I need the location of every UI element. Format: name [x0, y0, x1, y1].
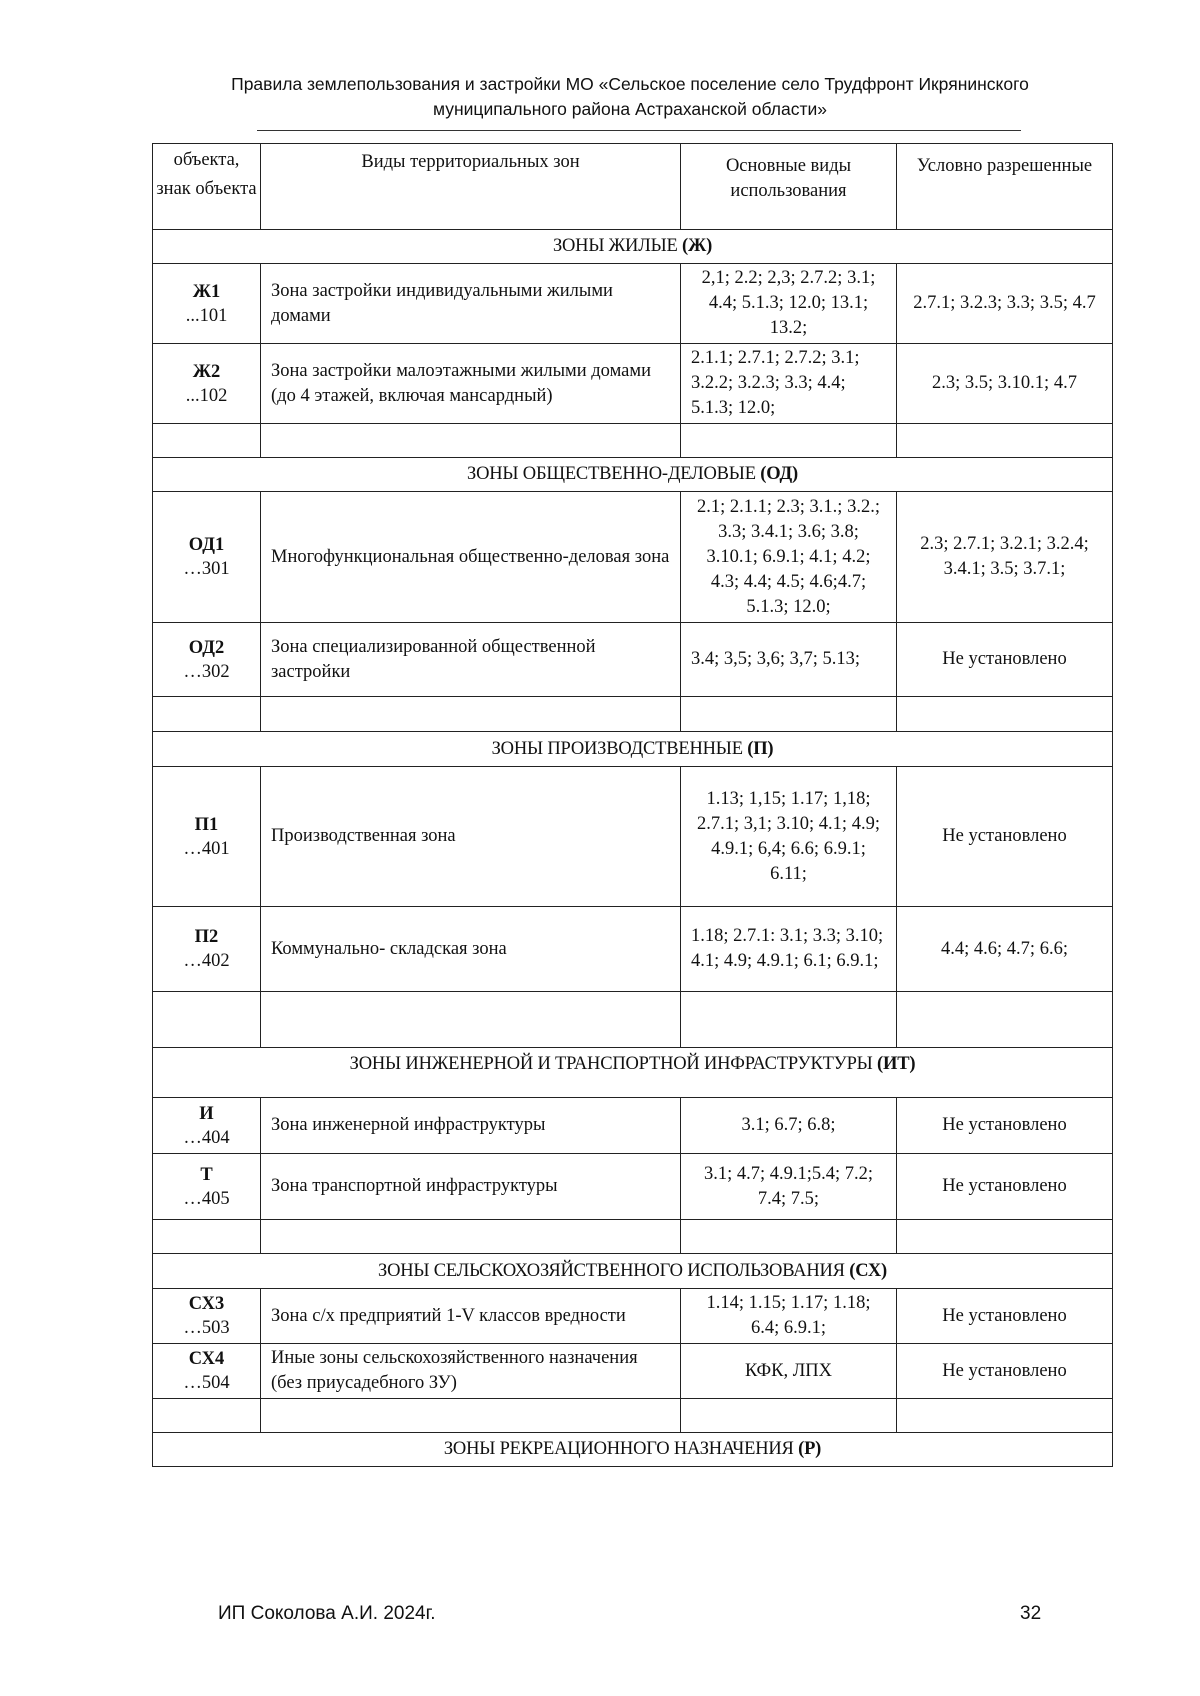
section-row-business	[153, 458, 1113, 492]
empty-row	[153, 697, 1113, 732]
header-divider	[257, 130, 1021, 131]
zone-name: Иные зоны сельскохозяйственного назначения (без приусадебного ЗУ)	[261, 1344, 681, 1399]
main-uses: 1.13; 1,15; 1.17; 1,18; 2.7.1; 3,1; 3.10; 4.1; 4.9; 4.9.1; 6,4; 6.6; 6.9.1; 6.11;	[681, 767, 897, 907]
section-heading	[153, 1254, 1113, 1289]
section-row-recreational	[153, 1433, 1113, 1467]
table-row	[153, 1344, 1113, 1399]
zone-code-cell	[153, 1154, 261, 1220]
table-row	[153, 1154, 1113, 1220]
zone-name: Производственная зона	[261, 767, 681, 907]
zone-code-cell	[153, 767, 261, 907]
conditional-uses: Не установлено	[897, 1289, 1113, 1344]
table-row	[153, 1098, 1113, 1154]
zone-code-cell	[153, 1289, 261, 1344]
zone-number: …405	[183, 1188, 230, 1209]
zone-name: Коммунально- складская зона	[261, 907, 681, 992]
zone-code-cell	[153, 907, 261, 992]
zone-name: Зона с/х предприятий 1-V классов вредности	[261, 1289, 681, 1344]
zone-number: …301	[183, 559, 230, 579]
zone-number: …404	[183, 1127, 230, 1148]
section-row-residential	[153, 230, 1113, 264]
conditional-uses: Не установлено	[897, 1098, 1113, 1154]
conditional-uses: Не установлено	[897, 1154, 1113, 1220]
zone-code: Ж1	[192, 281, 221, 302]
main-uses: КФК, ЛПХ	[681, 1344, 897, 1399]
section-heading	[153, 1433, 1113, 1467]
zone-code: Ж2	[192, 361, 221, 382]
table-row	[153, 344, 1113, 424]
zone-name: Многофункциональная общественно-деловая зона	[261, 492, 681, 623]
section-abbr: (СХ)	[849, 1260, 887, 1281]
main-uses: 3.4; 3,5; 3,6; 3,7; 5.13;	[681, 623, 897, 697]
conditional-uses: 4.4; 4.6; 4.7; 6.6;	[897, 907, 1113, 992]
main-uses: 2.1; 2.1.1; 2.3; 3.1.; 3.2.; 3.3; 3.4.1; 3.6; 3.8; 3.10.1; 6.9.1; 4.1; 4.2; 4.3; 4.4; 4.5; 4.6;4.7; 5.1.3; 12.0;	[681, 492, 897, 623]
conditional-uses: Не установлено	[897, 623, 1113, 697]
zone-code-cell	[153, 264, 261, 344]
zone-code-cell	[153, 1344, 261, 1399]
zone-code: СХ4	[188, 1349, 225, 1369]
running-header-line-2: муниципального района Астраханской области»	[433, 99, 827, 119]
zone-code-cell	[153, 1098, 261, 1154]
conditional-uses: 2.3; 2.7.1; 3.2.1; 3.2.4; 3.4.1; 3.5; 3.7.1;	[897, 492, 1113, 623]
zone-code: И	[199, 1103, 214, 1124]
column-header-main-uses: Основные виды использования	[681, 144, 897, 230]
footer-author: ИП Соколова А.И. 2024г.	[218, 1603, 436, 1624]
running-header-line-1: Правила землепользования и застройки МО «Сельское поселение село Трудфронт Икрянинского	[231, 74, 1029, 94]
column-header-conditional-uses: Условно разрешенные	[897, 144, 1113, 230]
zone-number: …302	[183, 661, 230, 682]
section-title: ЗОНЫ ОБЩЕСТВЕННО-ДЕЛОВЫЕ	[467, 464, 756, 484]
section-heading	[153, 230, 1113, 264]
zone-code-cell	[153, 492, 261, 623]
zone-number: …504	[183, 1373, 230, 1393]
section-abbr: (ИТ)	[877, 1054, 916, 1074]
main-uses: 2.1.1; 2.7.1; 2.7.2; 3.1; 3.2.2; 3.2.3; 3.3; 4.4; 5.1.3; 12.0;	[681, 344, 897, 424]
section-abbr: (П)	[747, 738, 774, 759]
section-title: ЗОНЫ ИНЖЕНЕРНОЙ И ТРАНСПОРТНОЙ ИНФРАСТРУКТУРЫ	[349, 1054, 873, 1074]
zone-name: Зона инженерной инфраструктуры	[261, 1098, 681, 1154]
section-title: ЗОНЫ СЕЛЬСКОХОЗЯЙСТВЕННОГО ИСПОЛЬЗОВАНИЯ	[378, 1260, 845, 1281]
zone-code-cell	[153, 623, 261, 697]
section-title: ЗОНЫ ЖИЛЫЕ	[552, 236, 678, 256]
section-row-infrastructure	[153, 1048, 1113, 1098]
empty-row	[153, 992, 1113, 1048]
empty-row	[153, 1399, 1113, 1433]
table-row	[153, 264, 1113, 344]
zone-code: СХ3	[188, 1294, 225, 1314]
zone-number: ...101	[185, 305, 228, 326]
main-uses: 1.18; 2.7.1: 3.1; 3.3; 3.10; 4.1; 4.9; 4.9.1; 6.1; 6.9.1;	[681, 907, 897, 992]
section-heading	[153, 1048, 1113, 1098]
territorial-zones-table	[152, 143, 1113, 1467]
page-number: 32	[1020, 1603, 1042, 1624]
zone-name: Зона транспортной инфраструктуры	[261, 1154, 681, 1220]
table-row	[153, 623, 1113, 697]
section-title: ЗОНЫ ПРОИЗВОДСТВЕННЫЕ	[491, 738, 743, 759]
zone-code-cell	[153, 344, 261, 424]
zone-code: П2	[194, 927, 219, 947]
zone-code: ОД2	[188, 637, 225, 658]
section-abbr: (Р)	[798, 1439, 822, 1459]
section-row-industrial	[153, 732, 1113, 767]
section-title: ЗОНЫ РЕКРЕАЦИОННОГО НАЗНАЧЕНИЯ	[443, 1439, 794, 1459]
zone-name: Зона застройки малоэтажными жилыми домами (до 4 этажей, включая мансардный)	[261, 344, 681, 424]
table-header-row	[153, 144, 1113, 230]
column-header-zone-type: Виды территориальных зон	[261, 144, 681, 230]
running-header	[150, 72, 1110, 122]
zone-number: …402	[183, 951, 230, 971]
zone-code: ОД1	[188, 535, 225, 555]
section-row-agricultural	[153, 1254, 1113, 1289]
main-uses: 1.14; 1.15; 1.17; 1.18; 6.4; 6.9.1;	[681, 1289, 897, 1344]
section-heading	[153, 458, 1113, 492]
column-header-code: объекта, знак объекта	[153, 144, 261, 230]
table-row	[153, 1289, 1113, 1344]
conditional-uses: 2.3; 3.5; 3.10.1; 4.7	[897, 344, 1113, 424]
main-uses: 2,1; 2.2; 2,3; 2.7.2; 3.1; 4.4; 5.1.3; 12.0; 13.1; 13.2;	[681, 264, 897, 344]
table-row	[153, 767, 1113, 907]
zone-name: Зона застройки индивидуальными жилыми домами	[261, 264, 681, 344]
zone-code: П1	[194, 814, 219, 835]
zone-number: …503	[183, 1318, 230, 1338]
zone-code: Т	[200, 1164, 213, 1185]
main-uses: 3.1; 6.7; 6.8;	[681, 1098, 897, 1154]
zone-number: ...102	[185, 385, 228, 406]
empty-row	[153, 1220, 1113, 1254]
conditional-uses: 2.7.1; 3.2.3; 3.3; 3.5; 4.7	[897, 264, 1113, 344]
table-row	[153, 492, 1113, 623]
conditional-uses: Не установлено	[897, 1344, 1113, 1399]
section-heading	[153, 732, 1113, 767]
zone-name: Зона специализированной общественной застройки	[261, 623, 681, 697]
conditional-uses: Не установлено	[897, 767, 1113, 907]
section-abbr: (Ж)	[682, 236, 713, 256]
table-row	[153, 907, 1113, 992]
empty-row	[153, 424, 1113, 458]
zone-number: …401	[183, 838, 230, 859]
section-abbr: (ОД)	[760, 464, 798, 484]
main-uses: 3.1; 4.7; 4.9.1;5.4; 7.2; 7.4; 7.5;	[681, 1154, 897, 1220]
